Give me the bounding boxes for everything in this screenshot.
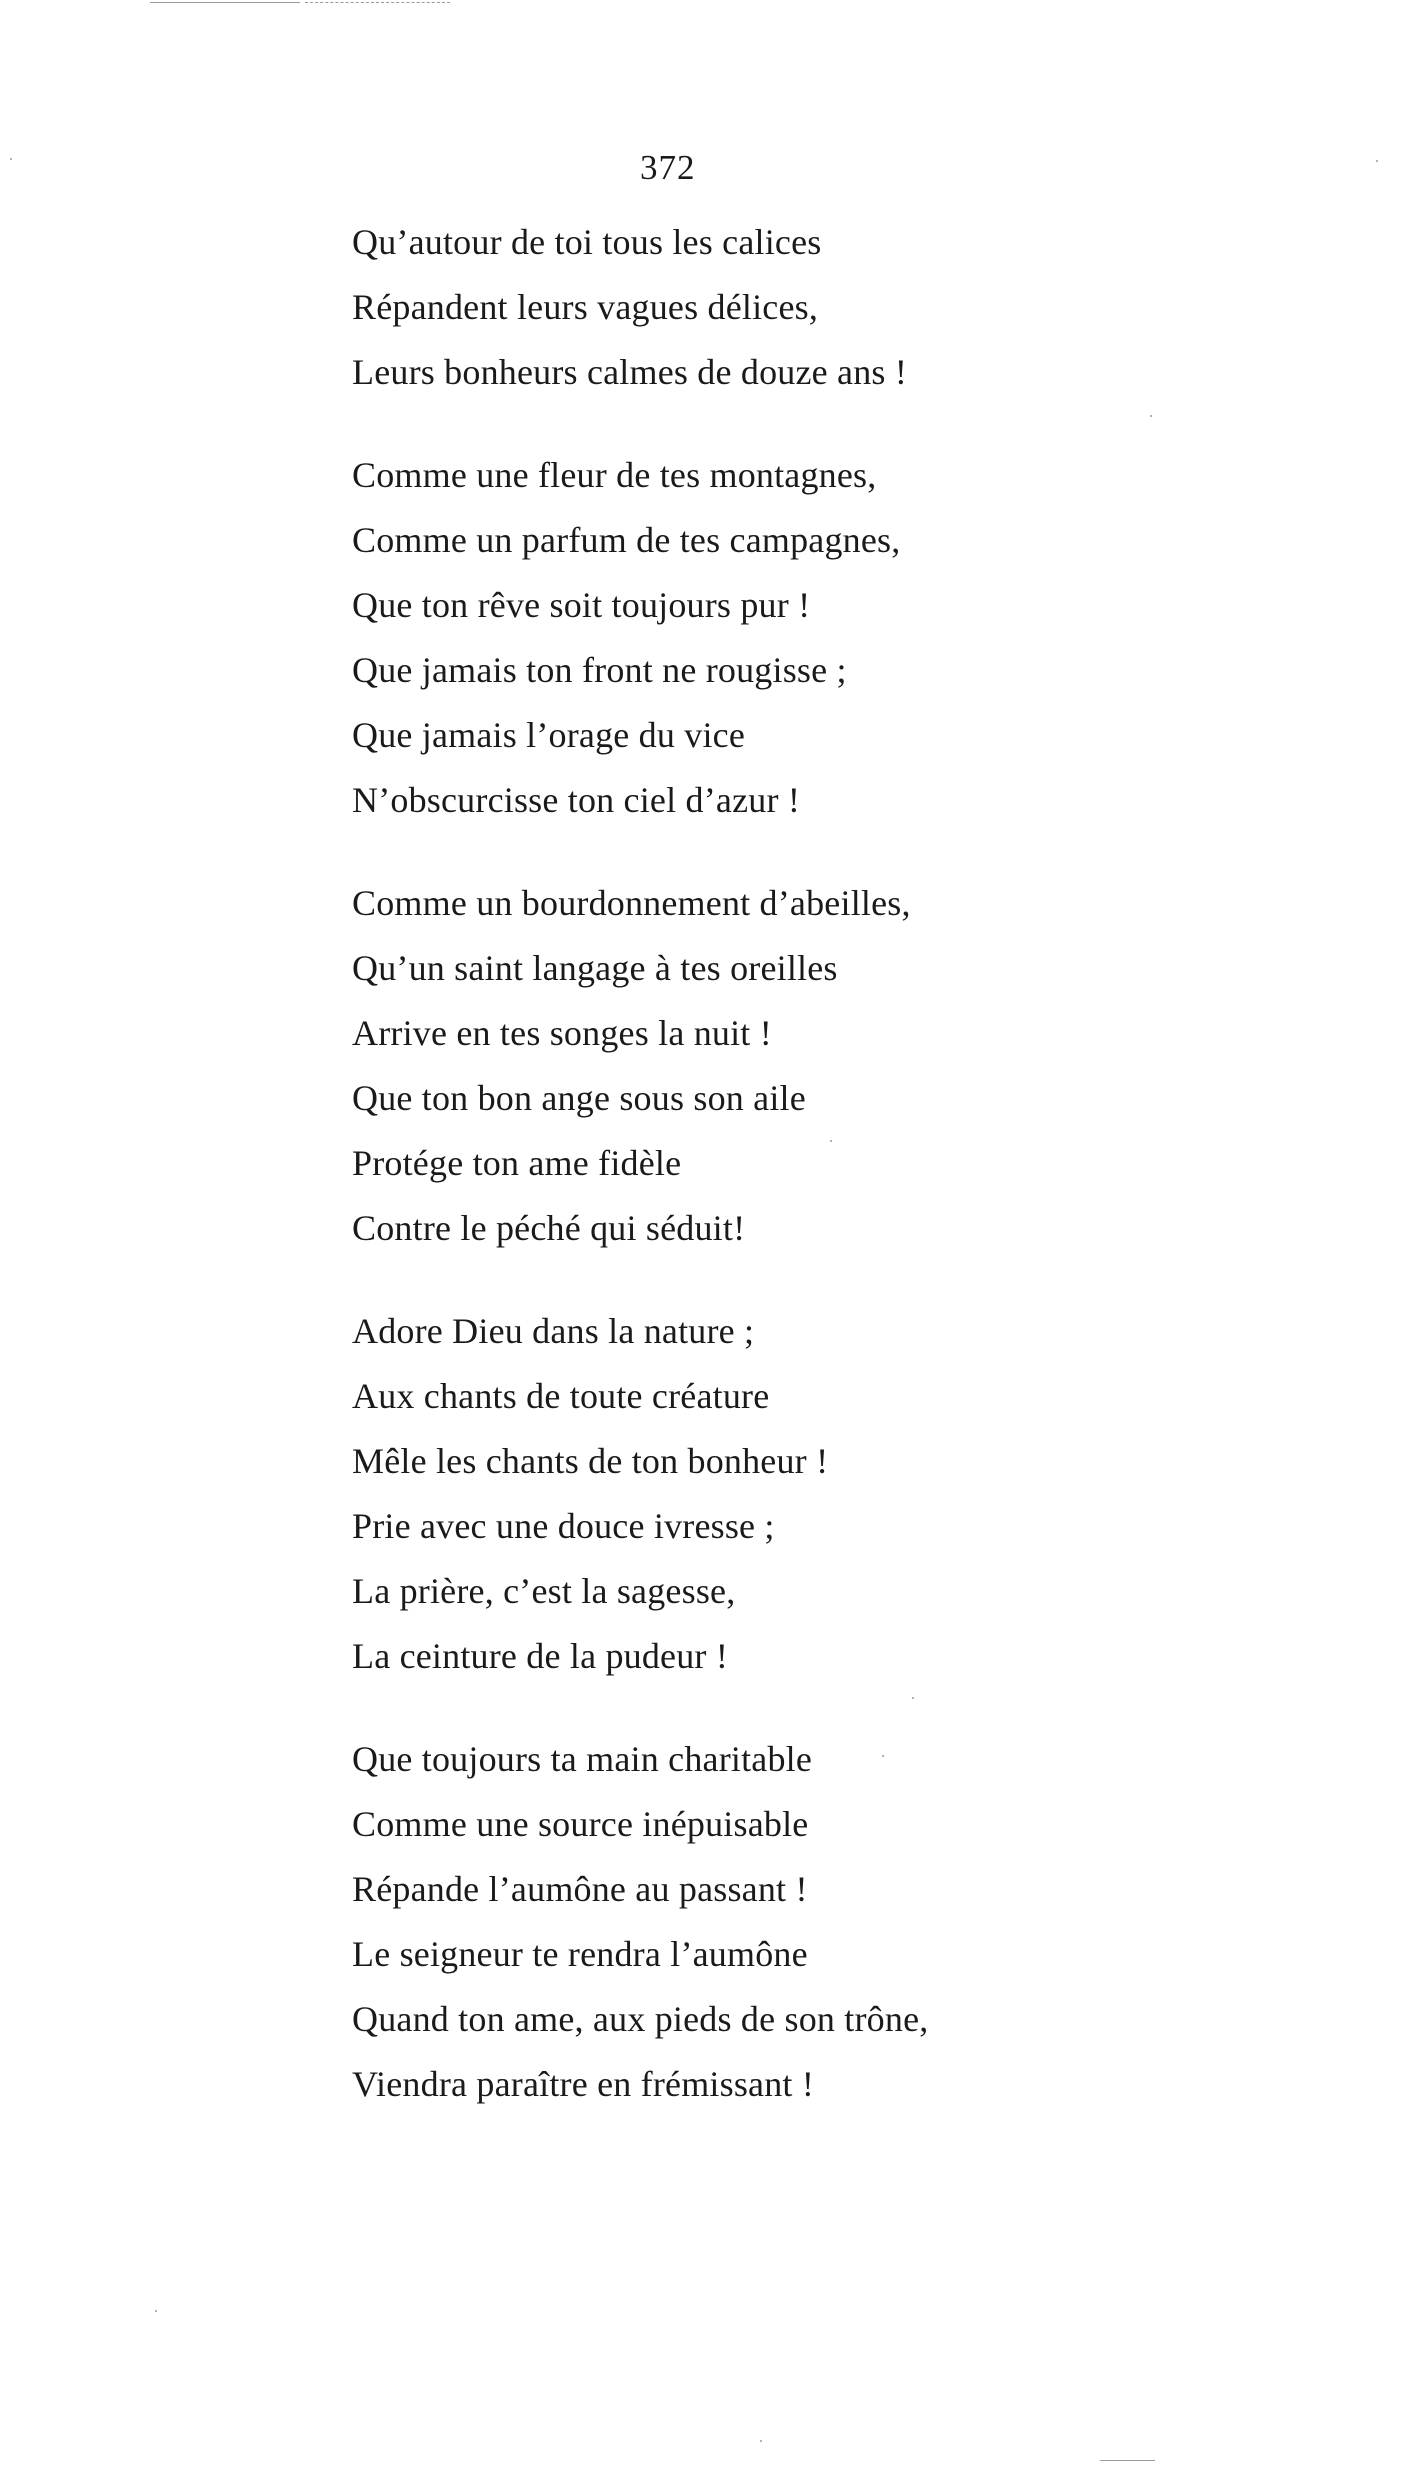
poem-line: Qu’autour de toi tous les calices — [352, 222, 822, 262]
poem-line: Que ton rêve soit toujours pur ! — [352, 585, 811, 625]
poem-line: Contre le péché qui séduit! — [352, 1208, 746, 1248]
poem-line: Viendra paraître en frémissant ! — [352, 2064, 815, 2104]
poem-line: Aux chants de toute créature — [352, 1376, 770, 1416]
bottom-rule — [1100, 2460, 1155, 2461]
poem-line: Qu’un saint langage à tes oreilles — [352, 948, 838, 988]
stanza-4 — [352, 1299, 1052, 1689]
scan-speck — [155, 2310, 157, 2312]
poem-line: Répande l’aumône au passant ! — [352, 1869, 808, 1909]
poem-line: Arrive en tes songes la nuit ! — [352, 1013, 772, 1053]
stanza-2 — [352, 443, 1052, 833]
stanza-3 — [352, 871, 1052, 1261]
poem-line: Comme une fleur de tes montagnes, — [352, 455, 877, 495]
poem-line: Le seigneur te rendra l’aumône — [352, 1934, 808, 1974]
poem-line: Protége ton ame fidèle — [352, 1143, 682, 1183]
poem-line: Leurs bonheurs calmes de douze ans ! — [352, 352, 908, 392]
poem-line: Mêle les chants de ton bonheur ! — [352, 1441, 829, 1481]
poem-line: Comme un bourdonnement d’abeilles, — [352, 883, 911, 923]
poem-line: Que ton bon ange sous son aile — [352, 1078, 806, 1118]
poem-line: Adore Dieu dans la nature ; — [352, 1311, 755, 1351]
poem-line: Comme une source inépuisable — [352, 1804, 809, 1844]
poem-line: Prie avec une douce ivresse ; — [352, 1506, 775, 1546]
poem-line: Que jamais l’orage du vice — [352, 715, 746, 755]
scan-speck — [830, 1140, 832, 1142]
poem-line: Quand ton ame, aux pieds de son trône, — [352, 1999, 929, 2039]
scan-speck — [1150, 415, 1152, 417]
scan-speck — [10, 158, 12, 160]
stanza-1 — [352, 210, 1052, 405]
poem-line: N’obscurcisse ton ciel d’azur ! — [352, 780, 801, 820]
poem-line: Que toujours ta main charitable — [352, 1739, 813, 1779]
scan-speck — [882, 1755, 884, 1757]
poem — [352, 210, 1052, 2155]
poem-line: Comme un parfum de tes campagnes, — [352, 520, 901, 560]
poem-line: Que jamais ton front ne rougisse ; — [352, 650, 847, 690]
scan-speck — [1376, 160, 1378, 162]
scan-speck — [760, 2440, 762, 2442]
top-rule-left — [150, 2, 300, 3]
scan-speck — [912, 1697, 914, 1699]
poem-line: La prière, c’est la sagesse, — [352, 1571, 736, 1611]
poem-line: La ceinture de la pudeur ! — [352, 1636, 729, 1676]
poem-line: Répandent leurs vagues délices, — [352, 287, 819, 327]
stanza-5 — [352, 1727, 1052, 2117]
top-rule-right — [305, 2, 450, 3]
page-number: 372 — [640, 148, 696, 187]
